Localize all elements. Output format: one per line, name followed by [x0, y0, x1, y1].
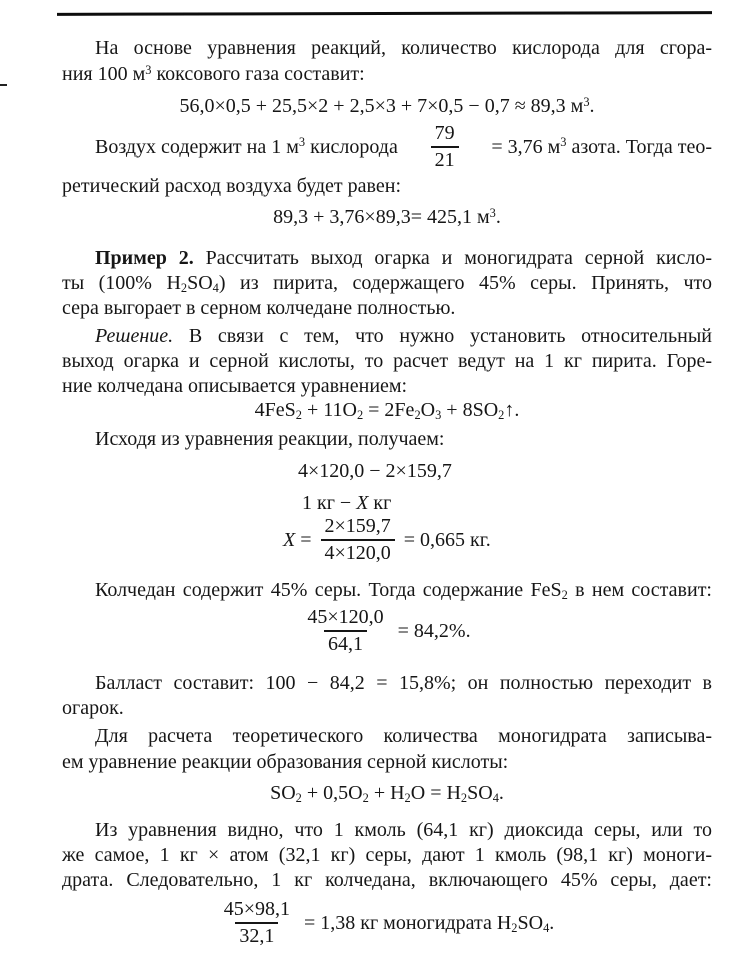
fraction-numerator: 45×98,1 — [223, 898, 290, 920]
solution-rest: В связи с тем, что нужно установить относительный — [188, 325, 712, 347]
formula-sulfuric-acid: $SO_2 + 0,5O_2 + H_2O = H_2SO_4$. — [270, 782, 504, 806]
fraction-yield — [220, 898, 294, 948]
formula-fes2-percent — [62, 603, 712, 659]
fraction-numerator: 79 — [434, 122, 455, 144]
para-monohydrate-line1: Для расчета теоретического количества моногидрата записыва- — [95, 725, 712, 747]
fraction-fes2 — [303, 606, 387, 656]
x-result-value: = 0,665 кг. — [403, 528, 491, 551]
para-solution-line2: выход огарка и серной кислоты, то расчет ведут на 1 кг пирита. Горе- — [62, 350, 712, 372]
para-example2-line3: сера выгорает в серном колчедане полностью. — [62, 297, 456, 319]
para-conclusion-line3: драта. Следовательно, 1 кг колчедана, включающего 45% серы, дает: — [62, 869, 712, 891]
fraction-numerator: 2×159,7 — [324, 515, 391, 537]
formula-oxygen-volume: 56,0×0,5 + 25,5×2 + 2,5×3 + 7×0,5 − 0,7 ≈ 89,3 $м^3$. — [179, 94, 595, 117]
x-equals: X = — [283, 528, 312, 551]
air-text-post: = 3,76 $м^3$ азота. Тогда тео- — [491, 135, 712, 158]
fraction-denominator: 32,1 — [235, 922, 278, 948]
formula-air-consumption: 89,3 + 3,76×89,3= 425,1 $м^3$. — [273, 205, 501, 228]
para-example2-line2: ты (100% $H_2SO_4$) из пирита, содержащего 45% серы. Принять, что — [62, 272, 712, 296]
formula-x-result — [283, 513, 491, 567]
air-text-pre: Воздух содержит на 1 $м^3$ кислорода — [95, 135, 398, 158]
formula-monohydrate-yield — [62, 895, 712, 951]
yield-value: = 1,38 кг моногидрата $H_2SO_4$. — [303, 911, 555, 935]
fes2-percent-value: = 84,2%. — [397, 619, 471, 642]
solution-label: Решение. — [95, 325, 174, 347]
para-from-equation: Исходя из уравнения реакции, получаем: — [95, 428, 445, 450]
formula-proportion-line2: 1 кг − X кг — [302, 492, 392, 514]
para-oxygen-line2: ния 100 $м^3$ коксового газа составит: — [62, 62, 365, 85]
para-ballast-line2: огарок. — [62, 697, 124, 719]
para-air-line1 — [62, 122, 712, 172]
fraction-denominator: 64,1 — [324, 630, 367, 656]
fraction-x — [321, 515, 395, 565]
para-air-line2: ретический расход воздуха будет равен: — [62, 175, 402, 197]
formula-pyrite-combustion: $4FeS_2 + 11O_2 = 2Fe_2O_3$ + $8SO_2↑$. — [254, 399, 520, 423]
fraction-denominator: 4×120,0 — [321, 539, 395, 565]
para-ballast-line1: Балласт составит: 100 − 84,2 = 15,8%; он полностью переходит в — [95, 672, 712, 694]
para-monohydrate-line2: ем уравнение реакции образования серной кислоты: — [62, 751, 509, 773]
fraction-numerator: 45×120,0 — [307, 606, 384, 628]
fraction-79-21 — [431, 122, 459, 172]
para-conclusion-line1: Из уравнения видно, что 1 кмоль (64,1 кг) диоксида серы, или то — [95, 819, 712, 841]
example2-rest: Рассчитать выход огарка и моногидрата серной кисло- — [205, 247, 713, 269]
top-rule — [57, 11, 712, 16]
para-pyrite-content: Колчедан содержит 45% серы. Тогда содержание FeS$_2$ в нем составит: — [95, 579, 712, 603]
para-oxygen-line1: На основе уравнения реакций, количество кислорода для сгора- — [95, 37, 712, 59]
formula-proportion-line1: 4×120,0 − 2×159,7 — [298, 460, 452, 482]
example2-label: Пример 2. — [95, 247, 194, 269]
para-example2-line1 — [62, 246, 712, 271]
scan-artifact — [0, 84, 7, 86]
para-solution-line1 — [62, 324, 712, 349]
para-conclusion-line2: же самое, 1 кг × атом (32,1 кг) серы, дают 1 кмоль (98,1 кг) моноги- — [62, 844, 712, 866]
fraction-denominator: 21 — [431, 146, 459, 172]
para-solution-line3: ние колчедана описывается уравнением: — [62, 375, 408, 397]
